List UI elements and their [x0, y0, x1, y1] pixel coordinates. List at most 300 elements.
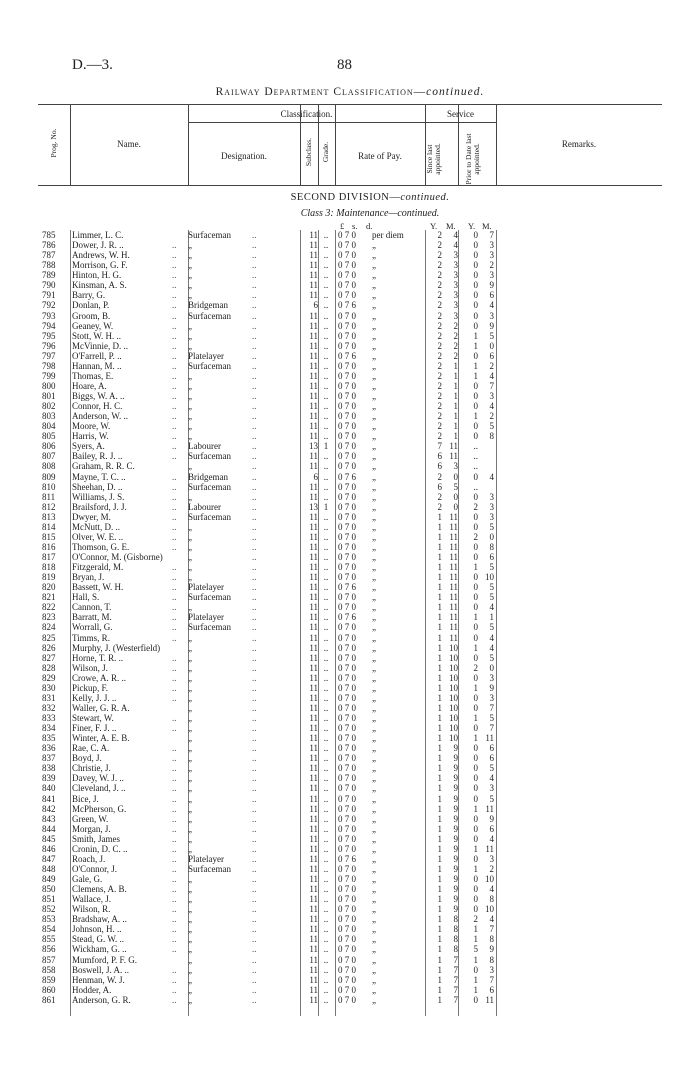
years-prior: 0 — [473, 300, 478, 311]
leader-dots: .. — [252, 743, 257, 754]
years-since: 1 — [437, 924, 442, 935]
subclass: 11 — [309, 431, 318, 442]
grade: 1 — [323, 441, 329, 452]
designation: „ — [188, 894, 192, 905]
subclass: 11 — [309, 662, 318, 673]
rate-suffix: „ — [372, 884, 376, 895]
leader-dots: .. — [252, 380, 257, 391]
subclass: 11 — [309, 884, 318, 895]
months-since: 3 — [453, 250, 458, 261]
grade: .. — [323, 743, 329, 754]
years-prior: 0 — [473, 582, 478, 593]
designation: „ — [188, 813, 192, 824]
grade: .. — [323, 954, 329, 965]
grade: .. — [323, 521, 329, 532]
months-prior: 4 — [489, 773, 494, 784]
years-since: 2 — [437, 280, 442, 291]
months-prior: 7 — [489, 924, 494, 935]
years-prior: 1 — [473, 843, 478, 854]
rate-suffix: „ — [372, 391, 376, 401]
leader-dots: .. — [172, 803, 177, 814]
leader-dots: .. — [172, 622, 177, 633]
table-row — [0, 814, 700, 824]
name: Connor, H. C. — [72, 401, 123, 412]
prog-no: 797 — [42, 350, 56, 361]
rate-suffix: „ — [372, 713, 376, 723]
years-since: 2 — [437, 340, 442, 351]
years-since: 1 — [437, 783, 442, 794]
months-since: 11 — [449, 562, 458, 573]
designation: „ — [188, 250, 192, 261]
grade: .. — [323, 320, 329, 331]
years-since: 2 — [437, 300, 442, 311]
months-since: 1 — [453, 360, 458, 371]
months-since: 10 — [449, 682, 458, 693]
rate: 0 7 0 — [338, 330, 356, 341]
table-row — [0, 622, 700, 632]
leader-dots: .. — [252, 310, 257, 321]
months-since: 3 — [453, 260, 458, 271]
designation: „ — [188, 874, 192, 884]
leader-dots: .. — [172, 783, 177, 794]
leader-dots: .. — [172, 682, 177, 693]
table-row — [0, 723, 700, 733]
rate: 0 7 0 — [338, 753, 356, 764]
name: Timms, R. — [72, 632, 110, 643]
name: Henman, W. J. — [72, 974, 125, 985]
leader-dots: .. — [252, 471, 257, 482]
rate: 0 7 0 — [338, 843, 356, 854]
leader-dots: .. — [252, 813, 257, 824]
months-since: 7 — [453, 964, 458, 975]
months-since: 10 — [449, 723, 458, 734]
rate: 0 7 0 — [338, 743, 356, 754]
table-row — [0, 381, 700, 391]
subclass: 11 — [309, 713, 318, 723]
months-prior: 3 — [489, 853, 494, 864]
grade: .. — [323, 692, 329, 703]
months-since: 1 — [453, 391, 458, 401]
months-since: 9 — [453, 843, 458, 854]
years-prior: 1 — [473, 682, 478, 693]
leader-dots: .. — [252, 753, 257, 764]
class-heading: Class 3: Maintenance—continued. — [300, 208, 440, 219]
months-prior: 5 — [489, 713, 494, 723]
prog-no: 798 — [42, 360, 56, 371]
rate: 0 7 6 — [338, 350, 356, 361]
name: O'Farrell, P. .. — [72, 350, 122, 361]
grade: .. — [323, 391, 329, 401]
rate: 0 7 0 — [338, 713, 356, 723]
months-since: 9 — [453, 813, 458, 824]
designation: Surfaceman — [188, 360, 231, 371]
subclass: 13 — [309, 441, 318, 452]
table-row — [0, 240, 700, 250]
subclass: 11 — [309, 370, 318, 381]
name: Christie, J. — [72, 763, 111, 774]
months-prior: 5 — [489, 582, 494, 593]
table-row — [0, 934, 700, 944]
subclass: 11 — [309, 813, 318, 824]
name: Olver, W. E. .. — [72, 531, 124, 542]
years-prior: 0 — [473, 793, 478, 804]
leader-dots: .. — [252, 773, 257, 784]
prog-no: 846 — [42, 843, 56, 854]
leader-dots: .. — [252, 662, 257, 673]
years-since: 1 — [437, 974, 442, 985]
table-row — [0, 663, 700, 673]
months-prior: 8 — [489, 934, 494, 945]
rate-suffix: „ — [372, 723, 376, 734]
grade: .. — [323, 994, 329, 1005]
rate-suffix: „ — [372, 552, 376, 562]
designation: Platelayer — [188, 612, 224, 623]
grade: .. — [323, 541, 329, 552]
months-prior: 9 — [489, 813, 494, 824]
prog-no: 811 — [42, 491, 56, 502]
years-prior: 0 — [473, 552, 478, 562]
grade: .. — [323, 863, 329, 874]
table-row — [0, 441, 700, 451]
subclass: 11 — [309, 461, 318, 472]
grade: .. — [323, 230, 329, 240]
prog-no: 839 — [42, 773, 56, 784]
months-prior: 10 — [485, 874, 494, 884]
grade: .. — [323, 300, 329, 311]
name: Brailsford, J. J. — [72, 501, 127, 512]
leader-dots: .. — [172, 753, 177, 764]
months-prior: 3 — [489, 250, 494, 261]
name: McPherson, G. — [72, 803, 127, 814]
name: Wilson, J. — [72, 662, 108, 673]
months-prior: 4 — [489, 632, 494, 643]
months-since: 8 — [453, 924, 458, 935]
rate-suffix: „ — [372, 692, 376, 703]
table-row — [0, 733, 700, 743]
rate-suffix: „ — [372, 431, 376, 442]
years-since: 2 — [437, 411, 442, 422]
rate: 0 7 0 — [338, 521, 356, 532]
months-since: 3 — [453, 310, 458, 321]
leader-dots: .. — [252, 411, 257, 422]
rate-suffix: „ — [372, 753, 376, 764]
years-prior: 2 — [473, 501, 478, 512]
designation: „ — [188, 562, 192, 573]
leader-dots: .. — [252, 713, 257, 723]
table-row — [0, 673, 700, 683]
designation: Bridgeman — [188, 300, 228, 311]
leader-dots: .. — [172, 521, 177, 532]
prog-no: 790 — [42, 280, 56, 291]
name: Hinton, H. G. — [72, 270, 122, 281]
subclass: 11 — [309, 702, 318, 713]
rate: 0 7 0 — [338, 511, 356, 522]
grade: .. — [323, 894, 329, 905]
years-prior: 1 — [473, 984, 478, 995]
subclass: 11 — [309, 682, 318, 693]
grade: 1 — [323, 501, 329, 512]
months-prior: 4 — [489, 884, 494, 895]
rate: 0 7 0 — [338, 803, 356, 814]
subclass: 11 — [309, 632, 318, 643]
title-main: Railway Department Classification— — [215, 86, 427, 98]
rate-suffix: „ — [372, 672, 376, 683]
subclass: 11 — [309, 984, 318, 995]
rate: 0 7 0 — [338, 904, 356, 915]
months-since: 8 — [453, 944, 458, 955]
years-since: 1 — [437, 984, 442, 995]
rate-suffix: „ — [372, 642, 376, 653]
years-since: 2 — [437, 501, 442, 512]
years-prior: 0 — [473, 320, 478, 331]
leader-dots: .. — [252, 863, 257, 874]
rate: 0 7 0 — [338, 380, 356, 391]
table-row — [0, 612, 700, 622]
name: Harris, W. — [72, 431, 109, 442]
years-since: 7 — [437, 441, 442, 452]
subclass: 11 — [309, 934, 318, 945]
name: Horne, T. R. .. — [72, 652, 124, 663]
months-since: 9 — [453, 894, 458, 905]
leader-dots: .. — [252, 733, 257, 744]
prog-no: 848 — [42, 863, 56, 874]
years-prior: 1 — [473, 340, 478, 351]
unit-months-prior: M. — [482, 221, 492, 231]
years-since: 1 — [437, 954, 442, 965]
months-since: 11 — [449, 552, 458, 562]
rate-suffix: „ — [372, 733, 376, 744]
name: Graham, R. R. C. — [72, 461, 135, 472]
name: Bice, J. — [72, 793, 99, 804]
grade: .. — [323, 370, 329, 381]
designation: Surfaceman — [188, 481, 231, 492]
years-prior: .. — [473, 461, 478, 472]
leader-dots: .. — [172, 843, 177, 854]
months-prior: 3 — [489, 783, 494, 794]
name: Dwyer, M. — [72, 511, 111, 522]
unit-years-prior: Y. — [468, 221, 476, 231]
prog-no: 812 — [42, 501, 56, 512]
leader-dots: .. — [172, 612, 177, 623]
name: Wickham, G. .. — [72, 944, 127, 955]
grade: .. — [323, 401, 329, 412]
leader-dots: .. — [252, 833, 257, 844]
table-row — [0, 794, 700, 804]
designation: „ — [188, 763, 192, 774]
leader-dots: .. — [252, 511, 257, 522]
months-since: 9 — [453, 783, 458, 794]
subclass: 11 — [309, 843, 318, 854]
leader-dots: .. — [252, 572, 257, 583]
leader-dots: .. — [252, 250, 257, 261]
years-prior: 5 — [473, 944, 478, 955]
months-since: 2 — [453, 340, 458, 351]
table-row — [0, 522, 700, 532]
subclass: 11 — [309, 350, 318, 361]
years-since: 1 — [437, 934, 442, 945]
months-since: 1 — [453, 411, 458, 422]
name: Anderson, W. .. — [72, 411, 128, 422]
rate-suffix: „ — [372, 783, 376, 794]
leader-dots: .. — [172, 320, 177, 331]
rate: 0 7 0 — [338, 944, 356, 955]
table-row — [0, 884, 700, 894]
name: Wilson, R. — [72, 904, 111, 915]
months-prior: 4 — [489, 642, 494, 653]
rate: 0 7 0 — [338, 994, 356, 1005]
name: Cronin, D. C. .. — [72, 843, 128, 854]
col-rate: Rate of Pay. — [358, 151, 402, 161]
leader-dots: .. — [172, 944, 177, 955]
data-rows — [0, 230, 700, 1005]
rate: 0 7 0 — [338, 260, 356, 271]
designation: „ — [188, 713, 192, 723]
leader-dots: .. — [172, 874, 177, 884]
table-row — [0, 773, 700, 783]
leader-dots: .. — [252, 723, 257, 734]
grade: .. — [323, 914, 329, 925]
years-since: 1 — [437, 874, 442, 884]
years-since: 1 — [437, 994, 442, 1005]
months-since: 3 — [453, 461, 458, 472]
table-row — [0, 532, 700, 542]
months-since: 7 — [453, 954, 458, 965]
table-row — [0, 280, 700, 290]
rate-suffix: „ — [372, 370, 376, 381]
years-prior: 0 — [473, 994, 478, 1005]
designation: Surfaceman — [188, 863, 231, 874]
prog-no: 832 — [42, 702, 56, 713]
months-prior: 11 — [485, 994, 494, 1005]
years-prior: 0 — [473, 511, 478, 522]
designation: „ — [188, 340, 192, 351]
years-since: 2 — [437, 240, 442, 251]
years-since: 1 — [437, 753, 442, 764]
table-row — [0, 562, 700, 572]
years-since: 6 — [437, 451, 442, 462]
subclass: 11 — [309, 803, 318, 814]
years-since: 1 — [437, 813, 442, 824]
years-since: 1 — [437, 964, 442, 975]
prog-no: 807 — [42, 451, 56, 462]
subclass: 11 — [309, 541, 318, 552]
rate-suffix: „ — [372, 441, 376, 452]
name: Donlan, P. — [72, 300, 110, 311]
designation: Surfaceman — [188, 230, 231, 240]
months-prior: 3 — [489, 692, 494, 703]
months-since: 9 — [453, 833, 458, 844]
years-since: 2 — [437, 360, 442, 371]
years-since: 1 — [437, 552, 442, 562]
prog-no: 787 — [42, 250, 56, 261]
col-prog-no: Prog. No. — [49, 128, 58, 158]
subclass: 11 — [309, 914, 318, 925]
rate-suffix: „ — [372, 501, 376, 512]
designation: Platelayer — [188, 350, 224, 361]
leader-dots: .. — [172, 340, 177, 351]
years-since: 2 — [437, 421, 442, 432]
name: Thomson, G. E. — [72, 541, 130, 552]
rate: 0 7 6 — [338, 853, 356, 864]
subclass: 11 — [309, 763, 318, 774]
years-prior: 0 — [473, 431, 478, 442]
unit-pounds: £ — [340, 221, 345, 231]
rate-suffix: „ — [372, 863, 376, 874]
leader-dots: .. — [172, 310, 177, 321]
name: Smith, James — [72, 833, 121, 844]
name: Hoare, A. — [72, 380, 107, 391]
designation: „ — [188, 692, 192, 703]
section-italic: continued. — [400, 192, 450, 203]
months-since: 7 — [453, 984, 458, 995]
rate: 0 7 0 — [338, 481, 356, 492]
leader-dots: .. — [172, 270, 177, 281]
name: Johnson, H. .. — [72, 924, 122, 935]
table-row — [0, 502, 700, 512]
leader-dots: .. — [172, 290, 177, 301]
leader-dots: .. — [252, 853, 257, 864]
prog-no: 815 — [42, 531, 56, 542]
rate: 0 7 0 — [338, 340, 356, 351]
designation: „ — [188, 552, 192, 562]
designation: „ — [188, 964, 192, 975]
name: Murphy, J. (Westerfield) — [72, 642, 161, 653]
prog-no: 793 — [42, 310, 56, 321]
months-prior: 9 — [489, 280, 494, 291]
rate-suffix: „ — [372, 582, 376, 593]
name: Mayne, T. C. .. — [72, 471, 126, 482]
leader-dots: .. — [252, 260, 257, 271]
months-prior: 3 — [489, 310, 494, 321]
table-row — [0, 955, 700, 965]
name: Roach, J. — [72, 853, 106, 864]
name: Hall, S. — [72, 592, 100, 603]
subclass: 11 — [309, 421, 318, 432]
months-prior: 5 — [489, 562, 494, 573]
grade: .. — [323, 833, 329, 844]
years-since: 2 — [437, 401, 442, 412]
table-row — [0, 703, 700, 713]
months-prior: 5 — [489, 592, 494, 603]
designation: „ — [188, 431, 192, 442]
grade: .. — [323, 471, 329, 482]
months-prior: 2 — [489, 411, 494, 422]
subclass: 11 — [309, 853, 318, 864]
grade: .. — [323, 552, 329, 562]
years-prior: 0 — [473, 592, 478, 603]
leader-dots: .. — [172, 914, 177, 925]
years-prior: 0 — [473, 823, 478, 834]
rate-suffix: „ — [372, 250, 376, 261]
leader-dots: .. — [252, 421, 257, 432]
years-prior: 0 — [473, 904, 478, 915]
months-prior: 6 — [489, 753, 494, 764]
grade: .. — [323, 461, 329, 472]
name: Waller, G. R. A. — [72, 702, 130, 713]
rate-suffix: „ — [372, 491, 376, 502]
rate-suffix: „ — [372, 541, 376, 552]
months-since: 2 — [453, 320, 458, 331]
grade: .. — [323, 773, 329, 784]
name: Kelly, J. J. .. — [72, 692, 117, 703]
designation: Surfaceman — [188, 622, 231, 633]
years-since: 2 — [437, 431, 442, 442]
designation: „ — [188, 531, 192, 542]
rate-suffix: „ — [372, 632, 376, 643]
leader-dots: .. — [252, 652, 257, 663]
subclass: 11 — [309, 552, 318, 562]
leader-dots: .. — [172, 300, 177, 311]
